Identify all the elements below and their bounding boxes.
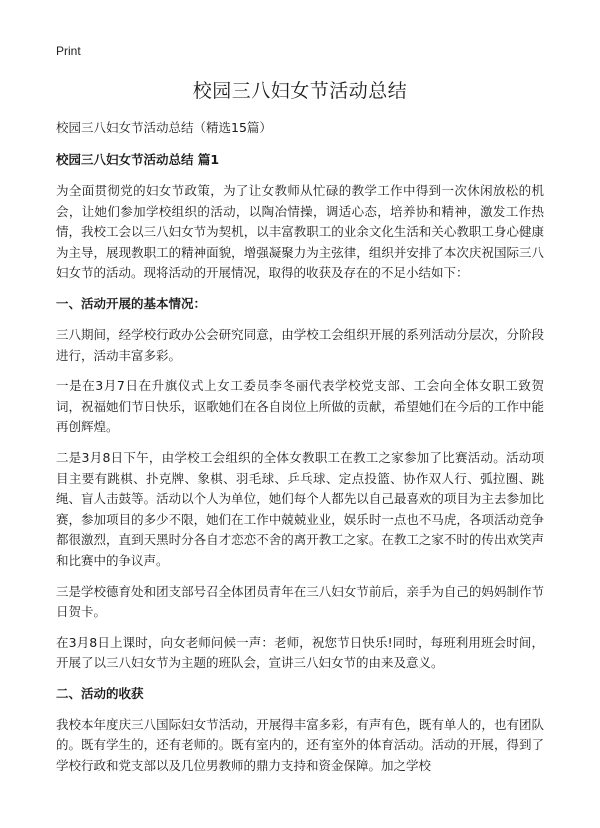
print-label[interactable]: Print — [56, 44, 81, 58]
section2-paragraph: 我校本年度庆三八国际妇女节活动，开展得丰富多彩，有声有色，既有单人的，也有团队的。既有学生的，还有老师的。既有室内的，还有室外的体育活动。活动的开展，得到了学校行政和党支部以及几位男教师的鼎力支持和资金保障。加之学校 — [56, 716, 544, 774]
document-subtitle: 校园三八妇女节活动总结（精选15篇） — [56, 120, 272, 135]
section1-paragraph: 在3月8日上课时，向女老师问候一声：老师，祝您节日快乐!同时，每班利用班会时间，开展了以三八妇女节为主题的班队会，宣讲三八妇女节的由来及意义。 — [56, 634, 544, 671]
section1-paragraph: 三八期间，经学校行政办公会研究同意，由学校工会组织开展的系列活动分层次，分阶段进行，活动丰富多彩。 — [56, 326, 544, 363]
part-heading: 校园三八妇女节活动总结 篇1 — [56, 152, 220, 167]
section1-paragraph: 二是3月8日下午，由学校工会组织的全体女教职工在教工之家参加了比赛活动。活动项目主要有跳棋、扑克牌、象棋、羽毛球、乒乓球、定点投篮、协作双人行、弧拉圈、跳绳、盲人击鼓等。活动以个人为单位，她们每个人都先以自己最喜欢的项目为主去参加比赛，参加项目的多少不限，她们在工作中兢兢业业，娱乐时一点也不马虎，各项活动竞争都很激烈，直到天黑时分各自才恋恋不舍的离开教工之家。在教工之家不时的传出欢笑声和比赛中的争议声。 — [56, 449, 544, 568]
section-heading-basic-situation: 一、活动开展的基本情况： — [56, 295, 207, 311]
section1-paragraph: 一是在3月7日在升旗仪式上女工委员李冬丽代表学校党支部、工会向全体女职工致贺词，祝福她们节日快乐，讴歌她们在各自岗位上所做的贡献，希望她们在今后的工作中能再创辉煌。 — [56, 378, 544, 435]
document-title: 校园三八妇女节活动总结 — [192, 80, 408, 102]
section1-paragraph: 三是学校德育处和团支部号召全体团员青年在三八妇女节前后，亲手为自己的妈妈制作节日贺卡。 — [56, 583, 544, 620]
intro-paragraph: 为全面贯彻党的妇女节政策，为了让女教师从忙碌的教学工作中得到一次休闲放松的机会，让她们参加学校组织的活动，以陶冶情操，调适心态，培养协和精神，激发工作热情，我校工会以三八妇女节为契机，以丰富教职工的业余文化生活和关心教职工身心健康为主导，展现教职工的精神面貌，增强凝聚力为主弦律，组织并安排了本次庆祝国际三八妇女节的活动。现将活动的开展情况，取得的收获及存在的不足小结如下： — [56, 183, 544, 281]
section-heading-gains: 二、活动的收获 — [56, 685, 144, 701]
